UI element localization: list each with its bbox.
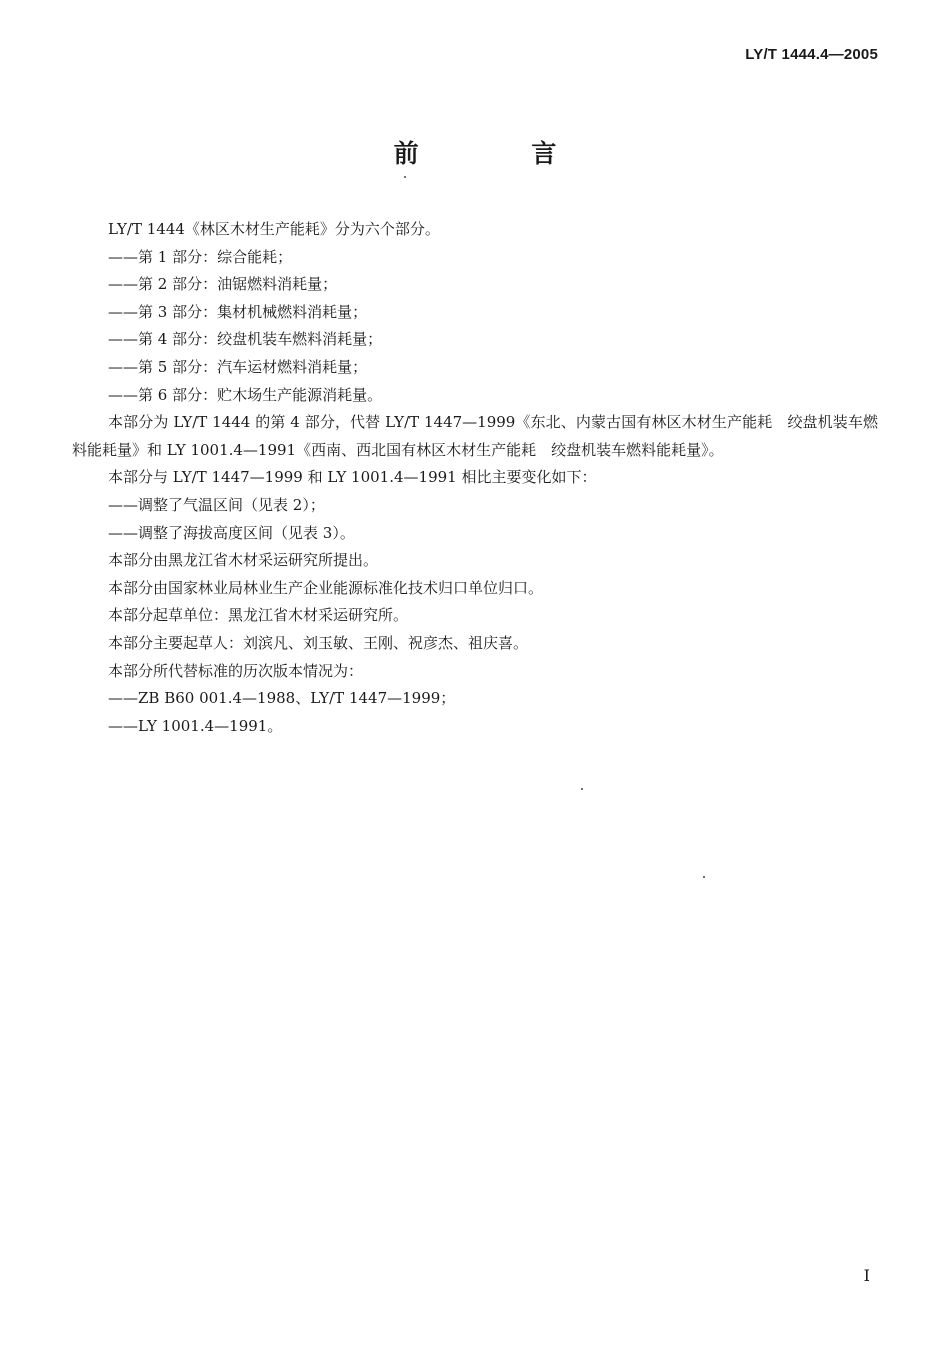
scan-speck <box>581 788 583 790</box>
change-item: ——调整了海拔高度区间（见表 3）。 <box>108 523 355 542</box>
changes-intro: 本部分与 LY/T 1447—1999 和 LY 1001.4—1991 相比主要变化如下： <box>108 468 597 487</box>
history-intro: 本部分所代替标准的历次版本情况为： <box>108 661 364 680</box>
part-item: ——第 5 部分：汽车运材燃料消耗量； <box>108 357 368 376</box>
history-item: ——LY 1001.4—1991。 <box>108 716 283 735</box>
proposed-by: 本部分由黑龙江省木材采运研究所提出。 <box>108 551 379 570</box>
scan-speck <box>703 876 705 878</box>
change-item: ——调整了气温区间（见表 2）； <box>108 495 325 514</box>
part-item: ——第 1 部分：综合能耗； <box>108 247 293 266</box>
part-item: ——第 6 部分：贮木场生产能源消耗量。 <box>108 385 383 404</box>
page-title: 前 言 <box>393 139 609 168</box>
history-item: ——ZB B60 001.4—1988、LY/T 1447—1999； <box>108 689 456 708</box>
drafting-unit: 本部分起草单位：黑龙江省木材采运研究所。 <box>108 606 409 625</box>
scan-speck <box>404 176 406 178</box>
foreword-body <box>72 216 878 740</box>
replacement-paragraph: 本部分为 LY/T 1444 的第 4 部分，代替 LY/T 1447—1999《东北、内蒙古国有林区木材生产能耗 绞盘机装车燃料能耗量》和 LY 1001.4—1991《西南、西北国有林区木材生产能耗 绞盘机装车燃料能耗量》。 <box>72 413 878 459</box>
standard-code: LY/T 1444.4—2005 <box>745 46 878 63</box>
part-item: ——第 3 部分：集材机械燃料消耗量； <box>108 302 368 321</box>
page-number: I <box>863 1266 870 1285</box>
part-item: ——第 2 部分：油锯燃料消耗量； <box>108 275 338 294</box>
centralized-by: 本部分由国家林业局林业生产企业能源标准化技术归口单位归口。 <box>108 578 544 597</box>
part-item: ——第 4 部分：绞盘机装车燃料消耗量； <box>108 330 383 349</box>
intro-paragraph: LY/T 1444《林区木材生产能耗》分为六个部分。 <box>108 220 440 238</box>
drafters: 本部分主要起草人：刘滨凡、刘玉敏、王刚、祝彦杰、祖庆喜。 <box>108 633 529 652</box>
